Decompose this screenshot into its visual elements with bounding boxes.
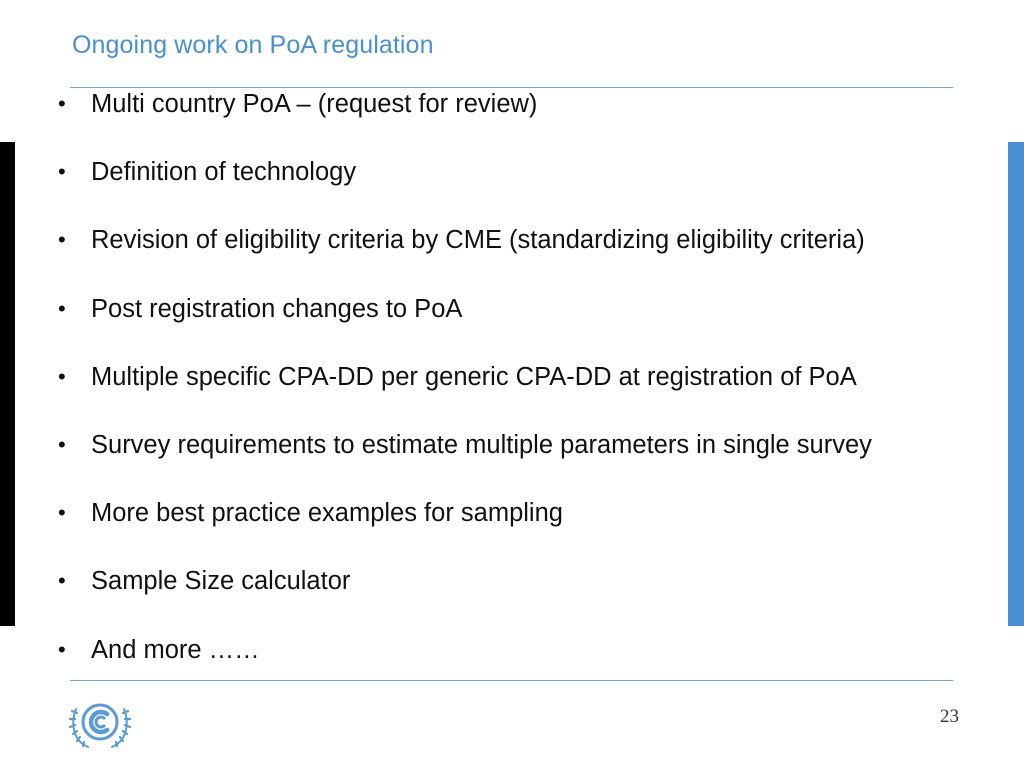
footer-divider [70, 680, 953, 681]
unfccc-logo-icon [66, 695, 134, 753]
left-edge-bar [0, 142, 15, 626]
bullet-text: And more …… [91, 635, 260, 664]
bullet-icon: • [58, 568, 66, 594]
bullet-text: Revision of eligibility criteria by CME (standardizing eligibility criteria) [91, 226, 865, 255]
bullet-icon: • [58, 295, 66, 321]
right-edge-bar [1008, 142, 1024, 626]
slide-title: Ongoing work on PoA regulation [72, 31, 434, 59]
bullet-icon: • [58, 91, 66, 116]
bullet-icon: • [58, 636, 66, 662]
bullet-text: Post registration changes to PoA [91, 294, 463, 323]
bullet-text: Multiple specific CPA-DD per generic CPA-DD at registration of PoA [91, 362, 857, 391]
bullet-icon: • [58, 227, 66, 253]
bullet-text: Survey requirements to estimate multiple parameters in single survey [91, 430, 872, 459]
bullet-icon: • [58, 159, 66, 185]
bullet-icon: • [58, 500, 66, 526]
bullet-text: More best practice examples for sampling [91, 499, 563, 528]
bullet-icon: • [58, 363, 66, 389]
bullet-text: Multi country PoA – (request for review) [91, 90, 538, 118]
bullet-text: Sample Size calculator [91, 567, 351, 596]
bullet-text: Definition of technology [91, 158, 357, 187]
bullet-icon: • [58, 431, 66, 457]
page-number: 23 [940, 706, 959, 727]
